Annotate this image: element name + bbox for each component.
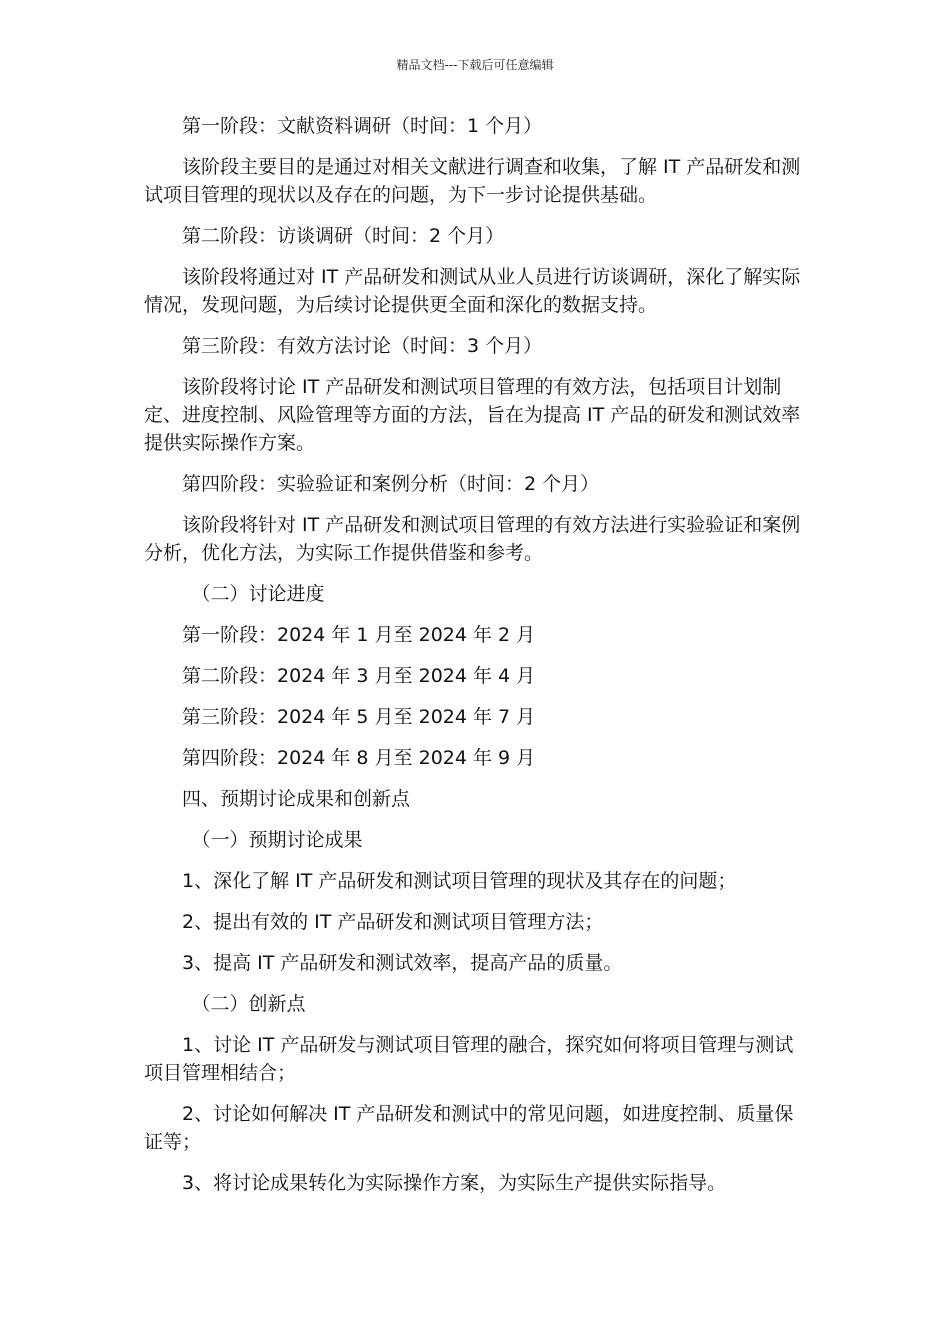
innovation-item-3: 3、将讨论成果转化为实际操作方案，为实际生产提供实际指导。 — [182, 1172, 727, 1194]
paragraph-stage-4-title: 第四阶段：实验验证和案例分析（时间：2 个月） — [182, 473, 600, 495]
document-body — [144, 112, 804, 1210]
progress-item-4: 第四阶段：2024 年 8 月至 2024 年 9 月 — [182, 747, 536, 769]
subsection-heading-expected: （一）预期讨论成果 — [191, 829, 363, 851]
paragraph-stage-1-desc: 该阶段主要目的是通过对相关文献进行调查和收集，了解 IT 产品研发和测试项目管理的现状以及存在的问题，为下一步讨论提供基础。 — [144, 156, 801, 206]
expected-item-2: 2、提出有效的 IT 产品研发和测试项目管理方法； — [182, 911, 604, 933]
page-header: 精品文档---下载后可任意编辑 — [396, 58, 554, 72]
paragraph-stage-2-title: 第二阶段：访谈调研（时间：2 个月） — [182, 225, 505, 247]
section-heading-outcomes: 四、预期讨论成果和创新点 — [182, 788, 411, 810]
subsection-heading-innovation: （二）创新点 — [191, 993, 306, 1015]
paragraph-stage-1-title: 第一阶段：文献资料调研（时间：1 个月） — [182, 115, 543, 137]
progress-item-1: 第一阶段：2024 年 1 月至 2024 年 2 月 — [182, 624, 536, 646]
innovation-item-2: 2、讨论如何解决 IT 产品研发和测试中的常见问题，如进度控制、质量保证等； — [144, 1103, 794, 1153]
innovation-item-1: 1、讨论 IT 产品研发与测试项目管理的融合，探究如何将项目管理与测试项目管理相结合； — [144, 1034, 794, 1084]
paragraph-stage-3-title: 第三阶段：有效方法讨论（时间：3 个月） — [182, 335, 543, 357]
paragraph-stage-4-desc: 该阶段将针对 IT 产品研发和测试项目管理的有效方法进行实验验证和案例分析，优化方法，为实际工作提供借鉴和参考。 — [144, 514, 801, 564]
paragraph-stage-3-desc: 该阶段将讨论 IT 产品研发和测试项目管理的有效方法，包括项目计划制定、进度控制、风险管理等方面的方法，旨在为提高 IT 产品的研发和测试效率提供实际操作方案。 — [144, 376, 801, 454]
progress-item-3: 第三阶段：2024 年 5 月至 2024 年 7 月 — [182, 706, 536, 728]
progress-item-2: 第二阶段：2024 年 3 月至 2024 年 4 月 — [182, 665, 536, 687]
paragraph-stage-2-desc: 该阶段将通过对 IT 产品研发和测试从业人员进行访谈调研，深化了解实际情况，发现问题，为后续讨论提供更全面和深化的数据支持。 — [144, 266, 801, 316]
section-heading-progress: （二）讨论进度 — [191, 583, 325, 605]
expected-item-3: 3、提高 IT 产品研发和测试效率，提高产品的质量。 — [182, 952, 623, 974]
expected-item-1: 1、深化了解 IT 产品研发和测试项目管理的现状及其存在的问题； — [182, 870, 737, 892]
